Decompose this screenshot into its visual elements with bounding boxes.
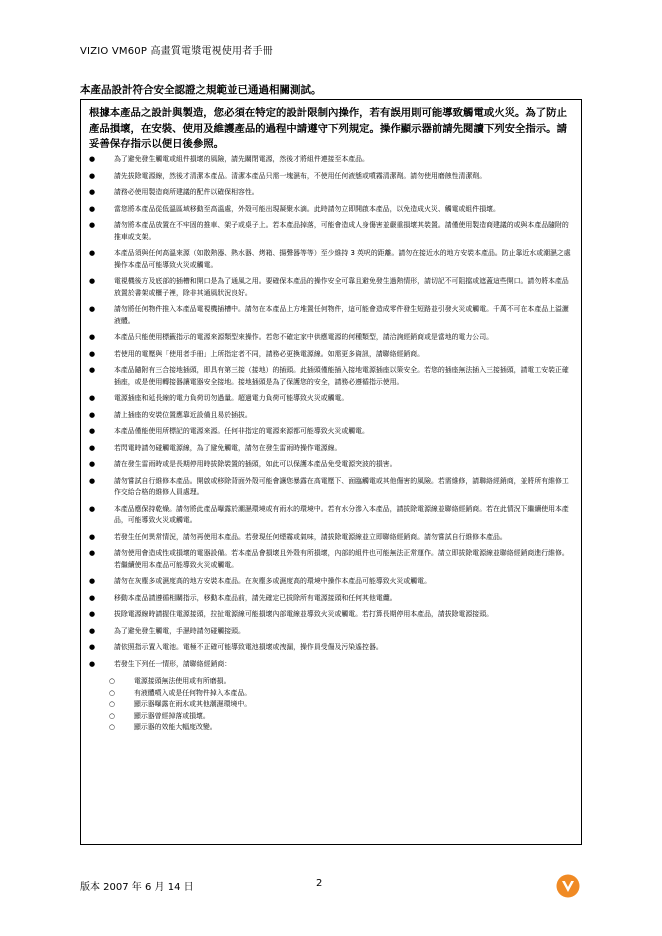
bullet-icon: ● xyxy=(89,171,96,180)
safety-item xyxy=(89,410,575,422)
safety-item xyxy=(89,504,575,527)
safety-item xyxy=(89,642,575,654)
bullet-icon: ● xyxy=(89,366,96,374)
safety-item xyxy=(89,593,575,605)
safety-item-text: 若發生下列任一情形，請聯絡經銷商： xyxy=(114,659,232,668)
safety-item-text: 本產品只能使用標籤指示的電源來源類型來操作。若您不確定家中供應電源的何種類型，請洽詢經銷商或是當地的電力公司。 xyxy=(114,333,493,341)
hollow-bullet-icon: ○ xyxy=(109,688,116,697)
safety-item-text: 為了避免發生觸電或組件損壞的風險，請先關閉電源，然後才將組件連接至本產品。 xyxy=(114,155,369,163)
safety-item xyxy=(89,443,575,455)
safety-item xyxy=(89,304,575,327)
bullet-icon: ● xyxy=(89,410,96,419)
safety-item-text: 請勿將任何物件推入本產品電視機插槽中。請勿在本產品上方堆置任何物件，這可能會造成零件發生短路並引發火災或觸電。千萬不可在本產品上溢灑液體。 xyxy=(114,305,569,325)
contact-conditions-list xyxy=(109,676,251,734)
bullet-icon: ● xyxy=(89,188,96,196)
safety-item xyxy=(89,459,575,471)
condition-item-text: 顯示器曾經掉落或損壞。 xyxy=(134,711,210,720)
safety-item-text: 請勿在灰塵多或濕度高的地方安裝本產品。在灰塵多或濕度高的環境中操作本產品可能導致火災或觸電。 xyxy=(114,577,431,585)
condition-item xyxy=(109,688,251,700)
safety-item xyxy=(89,276,575,299)
bullet-icon: ● xyxy=(89,643,96,651)
vizio-logo-icon xyxy=(556,874,580,898)
bullet-icon: ● xyxy=(89,626,96,635)
bullet-icon: ● xyxy=(89,659,96,668)
hollow-bullet-icon: ○ xyxy=(109,677,116,685)
bullet-icon: ● xyxy=(89,249,96,257)
safety-item-text: 本產品僅能使用所標記的電源來源。任何非指定的電源來源都可能導致火災或觸電。 xyxy=(114,427,369,435)
safety-item-text: 本產品應保持乾燥。請勿將此產品曝露於潮濕環境或有雨水的環境中。若有水分滲入本產品，請拔除電源線並聯絡經銷商。若在此情況下繼續使用本產品，可能導致火災或觸電。 xyxy=(114,504,569,524)
safety-item-text: 請上插座的安裝位置應靠近設備且易於插拔。 xyxy=(114,410,252,419)
bullet-icon: ● xyxy=(89,333,96,341)
safety-item xyxy=(89,187,575,199)
safety-item-text: 請先拔除電源線，然後才清潔本產品。清潔本產品只需一塊濕布，不使用任何液態或噴霧清潔劑。請勿使用磨蝕性清潔劑。 xyxy=(114,171,487,180)
page-number: 2 xyxy=(316,878,323,889)
safety-item xyxy=(89,532,575,544)
bullet-icon: ● xyxy=(89,577,96,585)
safety-item-text: 請務必使用製造商所建議的配件以確保相容性。 xyxy=(114,188,259,196)
bullet-icon: ● xyxy=(89,349,96,358)
bullet-icon: ● xyxy=(89,504,96,513)
safety-item xyxy=(89,204,575,216)
bullet-icon: ● xyxy=(89,155,96,163)
condition-item xyxy=(109,676,251,688)
bullet-icon: ● xyxy=(89,277,96,285)
bullet-icon: ● xyxy=(89,610,96,618)
safety-item-text: 請在發生雷雨時或是長期停用時拔除裝置的插頭，如此可以保護本產品免受電源突波的損害。 xyxy=(114,460,397,468)
safety-item-text: 電視機後方及底部的插槽和開口是為了通風之用。要確保本產品的操作安全可靠且避免發生過熱情形，請切記不可阻擋或遮蓋這些開口。請勿將本產品放置於書架或櫃子裡，除非其通風狀況良好。 xyxy=(114,277,569,297)
safety-intro: 根據本產品之設計與製造，您必須在特定的設計限制內操作，若有誤用則可能導致觸電或火災。為了防止產品損壞，在安裝、使用及維護產品的過程中請遵守下列規定。操作顯示器前請先閱讀下列安全指示。請妥善保存指示以便日後參照。 xyxy=(89,107,567,150)
condition-item-text: 顯示器曝露在雨水或其他潮濕環境中。 xyxy=(134,700,252,708)
bullet-icon: ● xyxy=(89,460,96,468)
safety-statement: 本產品設計符合安全認證之規範並已通過相關測試。 xyxy=(80,84,322,96)
safety-item-text: 請勿使用會造成性或損壞的電器設備。若本產品會損壞且外殼有所損壞，內部的組件也可能無法正常運作。請立即拔除電源線並聯絡經銷商進行維修。若繼續使用本產品可能導致火災或觸電。 xyxy=(114,549,569,569)
safety-item-text: 請勿將本產品放置在不牢固的推車、架子或桌子上。若本產品掉落，可能會造成人身傷害並嚴重損壞其裝置。請僅使用製造商建議的或與本產品隨附的推車或支架。 xyxy=(114,221,569,241)
safety-item xyxy=(89,548,575,571)
condition-item-text: 電源接頭無法使用或有所磨損。 xyxy=(134,677,231,685)
hollow-bullet-icon: ○ xyxy=(109,711,116,720)
hollow-bullet-icon: ○ xyxy=(109,700,116,708)
hollow-bullet-icon: ○ xyxy=(109,723,116,731)
safety-item xyxy=(89,576,575,588)
safety-item-text: 若發生任何異常情況，請勿再使用本產品。若發現任何煙霧或氣味，請拔除電源線並立即聯絡經銷商。請勿嘗試自行維修本產品。 xyxy=(114,532,507,541)
bullet-icon: ● xyxy=(89,532,96,541)
condition-item xyxy=(109,711,251,723)
bullet-icon: ● xyxy=(89,427,96,435)
safety-item-text: 請依照指示置入電池。電極不正確可能導致電池損壞或洩漏，操作員受傷及污染遙控器。 xyxy=(114,643,383,651)
footer-version: 版本 2007 年 6 月 14 日 xyxy=(80,882,194,893)
safety-item xyxy=(89,426,575,438)
safety-item-text: 本產品須與任何高溫來源（如散熱器、熱水器、烤箱、揚聲器等等）至少維持 3 英呎的距離。請勿在接近水的地方安裝本產品。防止靠近水或潮濕之處操作本產品可能導致火災或觸電。 xyxy=(114,249,571,269)
safety-item-text: 電源插座和延長線的電力負荷切勿過量。超過電力負荷可能導致火災或觸電。 xyxy=(114,394,349,402)
safety-item xyxy=(89,393,575,405)
page-header: VIZIO VM60P 高畫質電漿電視使用者手冊 xyxy=(80,46,273,57)
safety-box xyxy=(80,99,582,845)
safety-item-text: 請勿嘗試自行維修本產品。開啟或移除背面外殼可能會讓您暴露在高電壓下、面臨觸電或其他傷害的風險。若需維修，請聯絡經銷商，並將所有維修工作交給合格的維修人員處理。 xyxy=(114,476,569,496)
safety-item-text: 若閃電時請勿碰觸電源線，為了避免觸電，請勿在發生雷雨時操作電源線。 xyxy=(114,443,342,452)
bullet-icon: ● xyxy=(89,593,96,602)
safety-item xyxy=(89,220,575,243)
bullet-icon: ● xyxy=(89,394,96,402)
condition-item-text: 有液體噴入或是任何物件掉入本產品。 xyxy=(134,688,252,697)
safety-item xyxy=(89,154,575,166)
safety-item xyxy=(89,476,575,499)
safety-list xyxy=(89,154,575,675)
bullet-icon: ● xyxy=(89,476,96,485)
safety-item-text: 當您將本產品從低溫區域移動至高溫處，外殼可能出現凝聚水滴。此時請勿立即開啟本產品，以免造成火災、觸電或組件損壞。 xyxy=(114,204,500,213)
safety-item-text: 拔除電源線時請握住電源接頭，拉扯電源線可能損壞內部電線並導致火災或觸電。若打算長期停用本產品，請拔除電源接頭。 xyxy=(114,610,493,618)
safety-item-text: 本產品隨附有三合接地插頭，即具有第三接（接地）的插頭。此插頭僅能插入接地電源插座以策安全。若您的插座無法插入三接插頭，請電工安裝正確插座，或是使用轉接器讓電器安全接地。接地插頭是為了保護您的安全，請務必遵循指示使用。 xyxy=(114,366,569,386)
safety-item xyxy=(89,349,575,361)
safety-item xyxy=(89,626,575,638)
bullet-icon: ● xyxy=(89,204,96,213)
safety-item xyxy=(89,365,575,388)
condition-item xyxy=(109,699,251,711)
bullet-icon: ● xyxy=(89,549,96,557)
safety-item xyxy=(89,171,575,183)
safety-item xyxy=(89,248,575,271)
safety-item xyxy=(89,332,575,344)
bullet-icon: ● xyxy=(89,305,96,313)
safety-item xyxy=(89,609,575,621)
bullet-icon: ● xyxy=(89,443,96,452)
condition-item-text: 顯示器的效能大幅度改變。 xyxy=(134,723,217,731)
safety-item-text: 若使用的電壓與「使用者手冊」上所指定者不同，請務必更換電源線。如需更多資訊，請聯絡經銷商。 xyxy=(114,349,425,358)
bullet-icon: ● xyxy=(89,221,96,229)
safety-item-text: 移動本產品請遵循相關指示，移動本產品前，請先確定已拔除所有電源接頭和任何其他電纜。 xyxy=(114,593,397,602)
condition-item xyxy=(109,722,251,734)
safety-item-text: 為了避免發生觸電，手濕時請勿碰觸接頭。 xyxy=(114,626,245,635)
safety-item xyxy=(89,659,575,671)
